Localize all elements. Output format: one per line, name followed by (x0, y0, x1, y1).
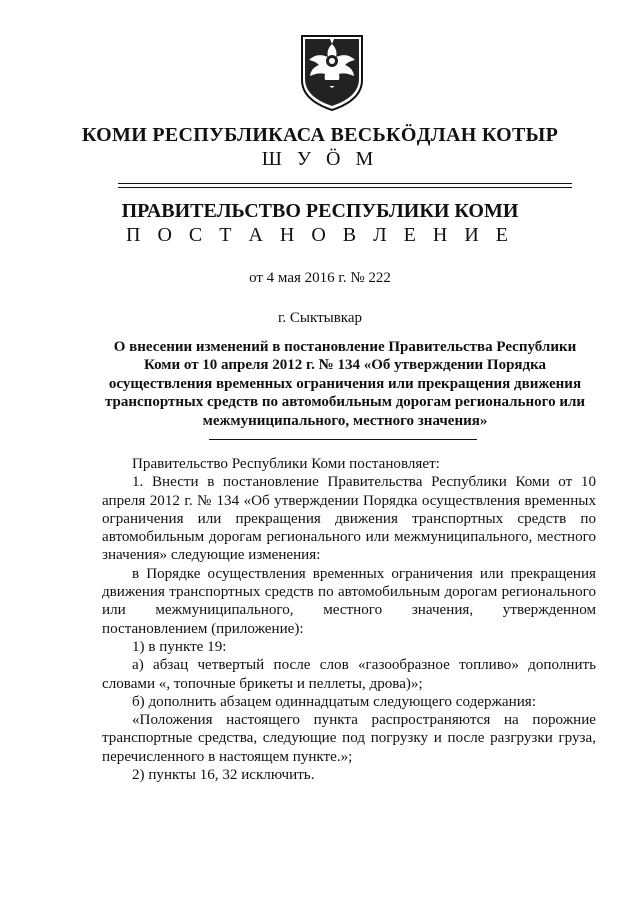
document-city: г. Сыктывкар (277, 310, 363, 326)
header-divider (118, 183, 572, 184)
document-type: П О С Т А Н О В Л Е Н И Е (126, 224, 514, 246)
body-paragraph: а) абзац четвертый после слов «газообразное топливо» дополнить словами «, топочные брикеты и пеллеты, дрова)»; (102, 657, 596, 692)
title-underline (209, 439, 477, 440)
government-name: ПРАВИТЕЛЬСТВО РЕСПУБЛИКИ КОМИ (121, 200, 519, 222)
body-paragraph: б) дополнить абзацем одиннадцатым следующего содержания: (132, 693, 536, 710)
coat-of-arms-icon (299, 30, 365, 112)
body-paragraph: «Положения настоящего пункта распространяются на порожние транспортные средства, следующие под погрузку и после разгрузки груза, перечисленного в настоящем пункте.»; (102, 712, 596, 765)
body-paragraph: в Порядке осуществления временных ограничения или прекращения движения транспортных средств по автомобильным дорогам регионального или межмуниципального, местного значения, утвержденном постановлением (приложение): (102, 565, 596, 637)
header-divider (118, 187, 572, 188)
document-body (102, 455, 596, 784)
body-paragraph: 2) пункты 16, 32 исключить. (132, 767, 315, 784)
body-paragraph: 1) в пункте 19: (132, 638, 227, 655)
komi-document-type: Ш У Ӧ М (261, 148, 379, 170)
body-paragraph: 1. Внести в постановление Правительства Республики Коми от 10 апреля 2012 г. № 134 «Об утверждении Порядка осуществления временных ограничения или прекращения движения транспортных средств по автомобильным дорогам регионального или межмуниципального, местного значения» следующие изменения: (102, 474, 596, 564)
document-title: О внесении изменений в постановление Правительства Республики Коми от 10 апреля 2012 г. № 134 «Об утверждении Порядка осуществления временных ограничения или прекращения движения транспортных средств по автомобильным дорогам регионального или межмуниципального, местного значения» (104, 339, 586, 429)
body-paragraph: Правительство Республики Коми постановляет: (132, 456, 440, 472)
document-date-number: от 4 мая 2016 г. № 222 (249, 270, 391, 286)
komi-government-name: КОМИ РЕСПУБЛИКАСА ВЕСЬКӦДЛАН КОТЫР (81, 124, 559, 146)
